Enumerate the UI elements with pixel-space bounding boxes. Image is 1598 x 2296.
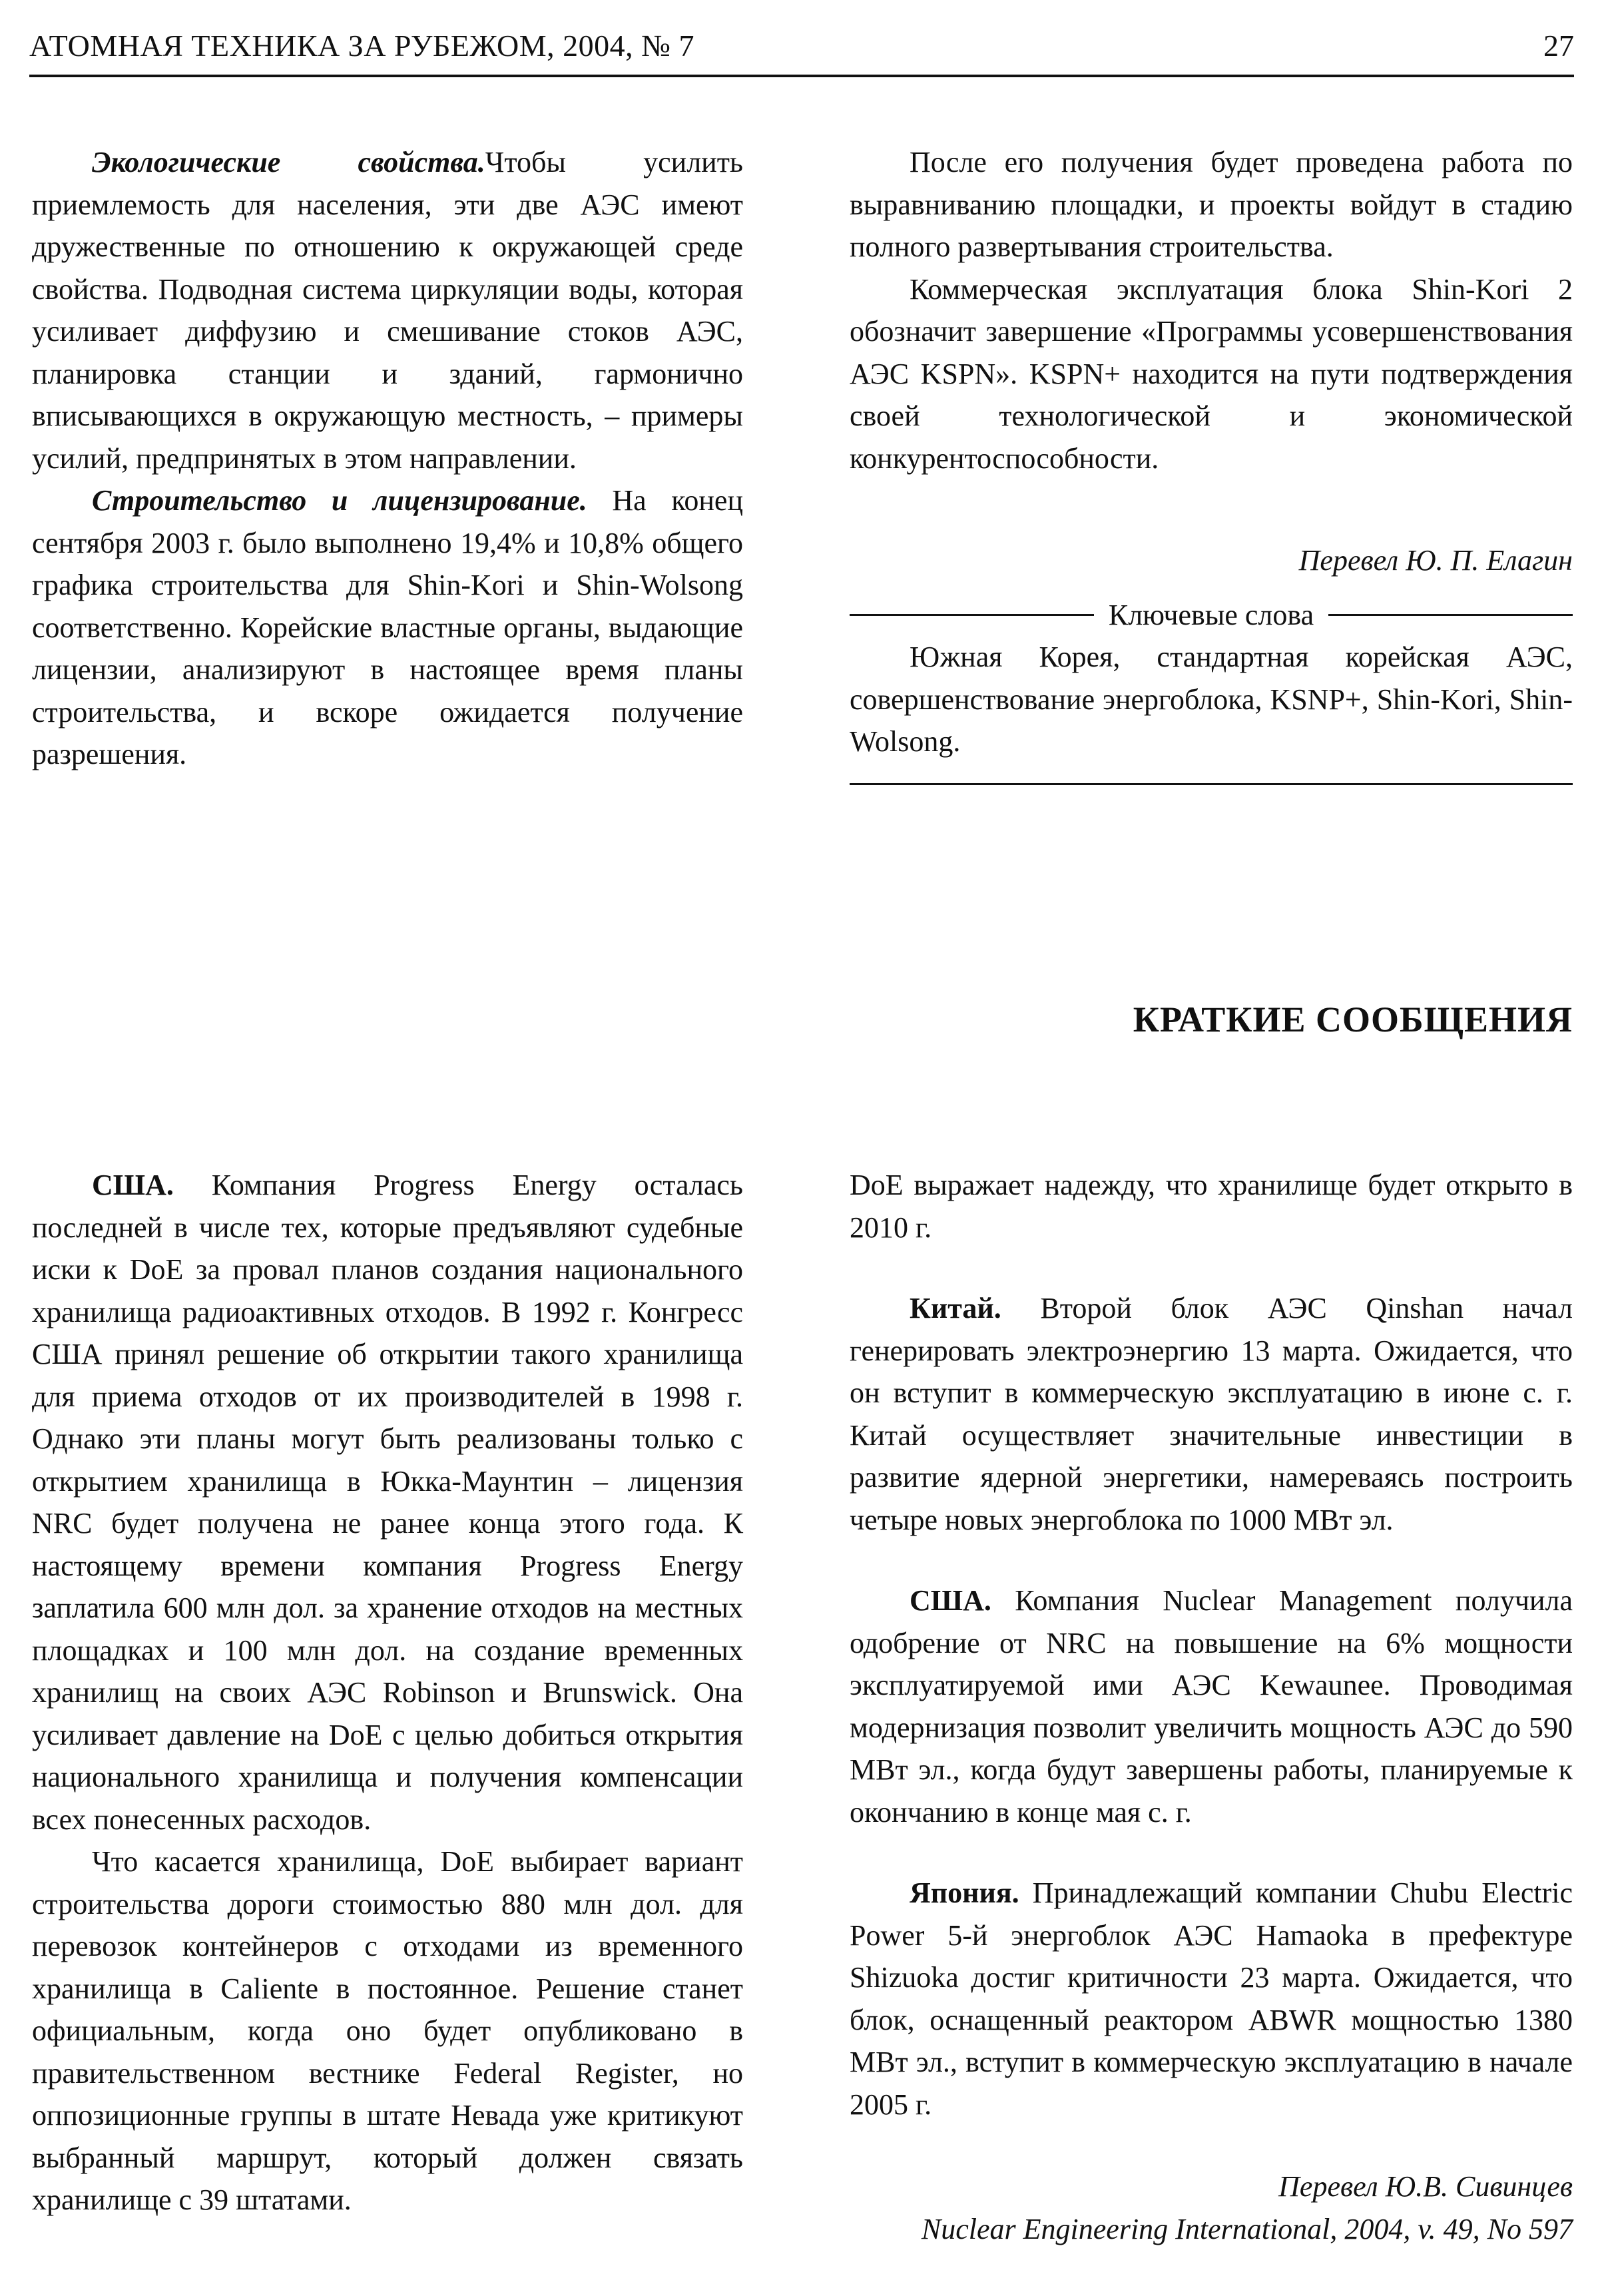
paragraph-heading: Строительство и лицензирование. <box>92 484 587 517</box>
article-left-column <box>32 141 743 776</box>
section-title: КРАТКИЕ СООБЩЕНИЯ <box>1133 1000 1573 1039</box>
paragraph: Коммерческая эксплуатация блока Shin-Kori 2 обозначит завершение «Программы усовершенствования АЭС KSPN». KSPN+ находится на пути подтверждения своей технологической и экономической конкурентоспособности. <box>850 272 1573 475</box>
news-text: Принадлежащий компании Chubu Electric Power 5-й энергоблок АЭС Hamaoka в префектуре Shizuoka достиг критичности 23 марта. Ожидается, что блок, оснащенный реактором ABWR мощностью 1380 МВт эл., вступит в коммерческую эксплуатацию в начале 2005 г. <box>850 1876 1573 2121</box>
news-text: Второй блок АЭС Qinshan начал генерировать электроэнергию 13 марта. Ожидается, что он вступит в коммерческую эксплуатацию в июне с. г. Китай осуществляет значительные инвестиции в развитие ядерной энергетики, намереваясь построить четыре новых энергоблока по 1000 МВт эл. <box>850 1292 1573 1536</box>
news-text: Компания Progress Energy осталась последней в числе тех, которые предъявляют судебные иски к DoE за провал планов создания национального хранилища радиоактивных отходов. В 1992 г. Конгресс США принял решение об открытии такого хранилища для приема отходов от их производителей в 1998 г. Однако эти планы могут быть реализованы только с открытием хранилища в Юкка-Маунтин – лицензия NRC будет получена не ранее конца этого года. К настоящему времени компания Progress Energy заплатила 600 млн дол. за хранение отходов на местных площадках и 100 млн дол. на создание временных хранилищ на своих АЭС Robinson и Brunswick. Она усиливает давление на DoE с целью добиться открытия национального хранилища и получения компенсации всех понесенных расходов. <box>32 1169 743 1836</box>
divider <box>850 614 1094 616</box>
news-country: США. <box>92 1169 174 1201</box>
source-citation: Nuclear Engineering International, 2004, v. 49, No 597 <box>921 2212 1573 2245</box>
news-item <box>32 1164 743 1841</box>
news-country: Китай. <box>910 1292 1001 1324</box>
news-item <box>32 1841 743 2221</box>
news-country: США. <box>910 1584 991 1617</box>
news-left-column <box>32 1164 743 2221</box>
paragraph-text: На конец сентября 2003 г. было выполнено 19,4% и 10,8% общего графика строительства для Shin-Kori и Shin-Wolsong соответственно. Корейские властные органы, выдающие лицензии, анализируют в настоящее время планы строительства, и вскоре ожидается получение разрешения. <box>32 484 743 770</box>
news-item <box>850 1579 1573 1833</box>
header-rule <box>29 75 1574 77</box>
translator-credit: Перевел Ю. П. Елагин <box>1298 544 1573 577</box>
paragraph: После его получения будет проведена работа по выравниванию площадки, и проекты войдут в стадию полного развертывания строительства. <box>850 146 1573 263</box>
news-country: Япония. <box>910 1876 1019 1909</box>
news-right-column <box>850 1164 1573 2250</box>
paragraph-heading: Экологические свойства. <box>92 146 485 178</box>
translator-credit: Перевел Ю.В. Сивинцев <box>1278 2170 1573 2203</box>
divider <box>1328 614 1573 616</box>
page-number: 27 <box>1543 29 1574 63</box>
news-continuation: DoE выражает надежду, что хранилище будет открыто в 2010 г. <box>850 1169 1573 1244</box>
paragraph-text: Чтобы усилить приемлемость для населения, эти две АЭС имеют дружественные по отношению к окружающей среде свойства. Подводная система циркуляции воды, которая усиливает диффузию и смешивание стоков АЭС, планировка станции и зданий, гармонично вписывающихся в окружающую местность, – примеры усилий, предпринятых в этом направлении. <box>32 146 743 475</box>
paragraph <box>32 479 743 776</box>
paragraph <box>32 141 743 479</box>
keywords-list: Южная Корея, стандартная корейская АЭС, совершенствование энергоблока, KSNP+, Shin-Kori, Shin-Wolsong. <box>850 641 1573 758</box>
news-item <box>850 1287 1573 1541</box>
news-item <box>850 1872 1573 2126</box>
article-right-column <box>850 141 1573 785</box>
keywords-heading <box>850 594 1573 637</box>
running-header: АТОМНАЯ ТЕХНИКА ЗА РУБЕЖОМ, 2004, № 7 <box>29 29 695 63</box>
news-text: Что касается хранилища, DoE выбирает вариант строительства дороги стоимостью 880 млн дол. для перевозок контейнеров с отходами из временного хранилища в Caliente в постоянное. Решение станет официальным, когда оно будет опубликовано в правительственном вестнике Federal Register, но оппозиционные группы в штате Невада уже критикуют выбранный маршрут, который должен связать хранилище с 39 штатами. <box>32 1845 743 2216</box>
news-text: Компания Nuclear Management получила одобрение от NRC на повышение на 6% мощности эксплуатируемой ими АЭС Kewaunee. Проводимая модернизация позволит увеличить мощность АЭС до 590 МВт эл., когда будут завершены работы, планируемые к окончанию в конце мая с. г. <box>850 1584 1573 1829</box>
divider <box>850 783 1573 785</box>
keywords-label: Ключевые слова <box>1108 598 1314 631</box>
